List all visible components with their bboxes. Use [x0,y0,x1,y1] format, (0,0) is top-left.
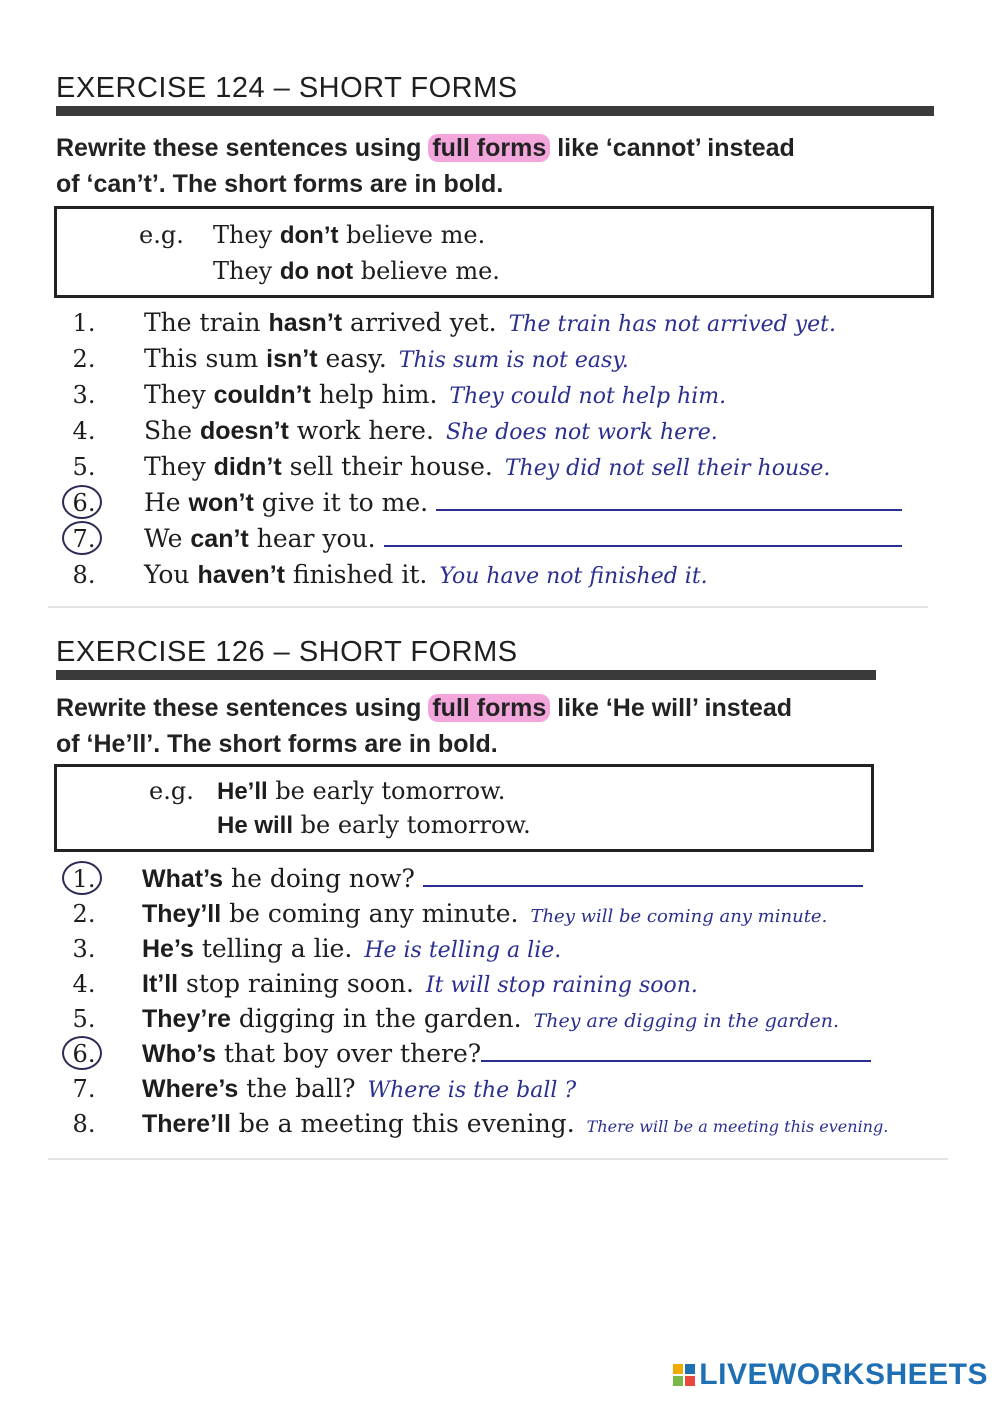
example-line-1: They don’t believe me. [213,221,486,249]
item-sentence: They couldn’t help him. They could not help him. [144,380,727,409]
item-number: 2. [72,900,96,928]
item-number: 4. [72,970,96,998]
logo-text: LIVEWORKSHEETS [699,1358,988,1391]
exercise-126-title: EXERCISE 126 – SHORT FORMS [56,636,518,668]
item-number: 7. [72,1075,96,1103]
instruction-text: Rewrite these sentences using [56,134,429,162]
exercise-126-example-box [54,764,874,852]
item-number: 2. [72,345,96,373]
handwritten-answer[interactable]: They did not sell their house. [504,456,831,481]
item-number: 6. [72,489,96,517]
item-sentence: You haven’t finished it. You have not finished it. [144,560,708,589]
item-sentence: We can’t hear you. [144,522,902,556]
item-sentence: What’s he doing now? [142,862,863,896]
handwritten-answer[interactable]: They are digging in the garden. [533,1010,840,1032]
item-sentence: He’s telling a lie. He is telling a lie. [142,934,562,963]
example-line-1: He’ll be early tomorrow. [217,777,506,805]
exercise-124-title: EXERCISE 124 – SHORT FORMS [56,72,518,104]
handwritten-answer[interactable]: The train has not arrived yet. [508,312,836,337]
handwritten-answer[interactable]: She does not work here. [445,420,718,445]
item-number: 5. [72,453,96,481]
instruction-line-2: of ‘can’t’. The short forms are in bold. [56,170,504,198]
circle-mark-icon [62,485,102,519]
item-sentence: He won’t give it to me. [144,486,902,520]
item-number: 1. [72,309,96,337]
handwritten-answer[interactable]: They could not help him. [449,384,727,409]
highlight-full-forms: full forms [428,134,550,162]
item-sentence: She doesn’t work here. She does not work here. [144,416,718,445]
item-number: 8. [72,561,96,589]
handwritten-answer[interactable]: He is telling a lie. [364,938,562,963]
instruction-text: like ‘He will’ instead [550,694,793,722]
item-number: 6. [72,1040,96,1068]
item-sentence: The train hasn’t arrived yet. The train has not arrived yet. [144,308,836,337]
liveworksheets-logo-icon [673,1364,695,1386]
highlight-full-forms: full forms [428,694,550,722]
handwritten-answer[interactable]: This sum is not easy. [398,348,629,373]
answer-blank-input[interactable] [436,491,902,511]
instruction-text: Rewrite these sentences using [56,694,429,722]
circle-mark-icon [62,521,102,555]
item-sentence: It’ll stop raining soon. It will stop raining soon. [142,969,698,998]
handwritten-answer[interactable]: You have not finished it. [439,564,708,589]
answer-blank-input[interactable] [481,1042,871,1062]
item-number: 4. [72,417,96,445]
circle-mark-icon [62,1036,102,1070]
exercise-126-instruction [56,690,916,762]
divider [48,606,928,608]
item-number: 7. [72,525,96,553]
divider [48,1158,948,1160]
example-label: e.g. [139,221,184,249]
exercise-126-rule [56,670,876,680]
item-number: 3. [72,381,96,409]
example-line-2: They do not believe me. [213,257,500,285]
exercise-124-example-box [54,206,934,298]
item-sentence: Who’s that boy over there? [142,1037,871,1071]
answer-blank-input[interactable] [423,867,863,887]
item-sentence: This sum isn’t easy. This sum is not easy. [144,344,629,373]
example-line-2: He will be early tomorrow. [217,811,531,839]
item-number: 3. [72,935,96,963]
item-number: 1. [72,865,96,893]
item-sentence: Where’s the ball? Where is the ball ? [142,1074,577,1103]
instruction-text: like ‘cannot’ instead [550,134,795,162]
item-number: 8. [72,1110,96,1138]
exercise-124-instruction [56,130,936,202]
handwritten-answer[interactable]: They will be coming any minute. [530,906,828,927]
item-number: 5. [72,1005,96,1033]
example-label: e.g. [149,777,194,805]
answer-blank-input[interactable] [384,527,902,547]
handwritten-answer[interactable]: Where is the ball ? [367,1078,577,1103]
handwritten-answer[interactable]: It will stop raining soon. [425,973,698,998]
item-sentence: They’re digging in the garden. They are digging in the garden. [142,1004,840,1033]
exercise-124-rule [56,106,934,116]
handwritten-answer[interactable]: There will be a meeting this evening. [586,1117,889,1136]
item-sentence: They’ll be coming any minute. They will be coming any minute. [142,899,828,928]
item-sentence: There’ll be a meeting this evening. There will be a meeting this evening. [142,1109,889,1138]
item-sentence: They didn’t sell their house. They did not sell their house. [144,452,831,481]
liveworksheets-logo [673,1358,988,1392]
instruction-line-2: of ‘He’ll’. The short forms are in bold. [56,730,498,758]
circle-mark-icon [62,861,102,895]
